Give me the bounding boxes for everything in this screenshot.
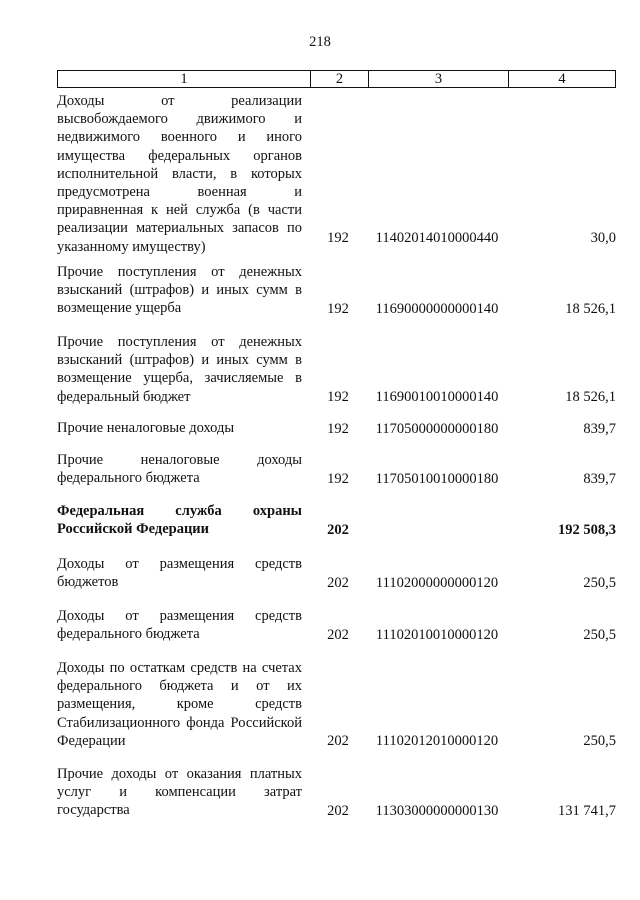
- table-row: [57, 555, 616, 592]
- row-amount: 18 526,1: [565, 388, 616, 405]
- row-admin-code: 202: [327, 732, 349, 749]
- row-name: Прочие доходы от оказания платных услуг и компенсации затрат государства: [57, 766, 302, 819]
- row-budget-code: 11102000000000120: [375, 574, 499, 591]
- row-amount: 30,0: [590, 229, 616, 246]
- row-admin-code: 192: [327, 229, 349, 246]
- row-amount: 839,7: [583, 470, 616, 487]
- row-name: Прочие неналоговые доходы: [57, 420, 235, 436]
- table-row-section: [57, 502, 616, 539]
- row-budget-code: 11102012010000120: [375, 732, 499, 749]
- row-name: Доходы от размещения средств федерального бюджета: [57, 608, 302, 643]
- row-amount: 250,5: [583, 626, 616, 643]
- table-row: [57, 333, 616, 406]
- row-admin-code: 192: [327, 388, 349, 405]
- row-amount: 250,5: [583, 732, 616, 749]
- row-budget-code: 11102010010000120: [375, 626, 499, 643]
- table-row: [57, 419, 616, 438]
- row-name: Доходы от реализации высвобождаемого движимого и недвижимого военного и иного имущества федеральных органов исполнительной власти, в которых предусмотрена военная и приравненная к ней служба (в части реализации материальных запасов по указанному имуществу): [57, 93, 302, 255]
- table-row: [57, 451, 616, 488]
- column-header-2: 2: [310, 71, 368, 87]
- table-row: [57, 659, 616, 750]
- row-name: Прочие неналоговые доходы федерального бюджета: [57, 452, 302, 487]
- row-name: Прочие поступления от денежных взысканий (штрафов) и иных сумм в возмещение ущерба: [57, 264, 302, 317]
- table-header: [57, 70, 616, 88]
- row-amount: 839,7: [583, 420, 616, 437]
- row-admin-code: 202: [327, 521, 349, 538]
- row-admin-code: 202: [327, 574, 349, 591]
- row-name: Прочие поступления от денежных взысканий (штрафов) и иных сумм в возмещение ущерба, зачисляемые в федеральный бюджет: [57, 334, 302, 405]
- column-header-4: 4: [508, 71, 615, 87]
- column-header-1: 1: [180, 71, 188, 87]
- table-row: [57, 92, 616, 255]
- section-name: Федеральная служба охраны Российской Федерации: [57, 503, 302, 538]
- column-header-3: 3: [368, 71, 508, 87]
- row-admin-code: 192: [327, 470, 349, 487]
- row-budget-code: 11690000000000140: [375, 300, 499, 317]
- row-budget-code: 11705000000000180: [375, 420, 499, 437]
- row-admin-code: 192: [327, 300, 349, 317]
- row-amount: 131 741,7: [558, 802, 616, 819]
- page-number: 218: [309, 34, 331, 50]
- row-admin-code: 202: [327, 802, 349, 819]
- row-amount: 18 526,1: [565, 300, 616, 317]
- row-amount: 250,5: [583, 574, 616, 591]
- row-budget-code: 11402014010000440: [375, 229, 499, 246]
- row-budget-code: 11705010010000180: [375, 470, 499, 487]
- row-name: Доходы по остаткам средств на счетах федерального бюджета и от их размещения, кроме средств Стабилизационного фонда Российской Федерации: [57, 660, 302, 749]
- row-budget-code: 11690010010000140: [375, 388, 499, 405]
- table-row: [57, 607, 616, 644]
- row-admin-code: 202: [327, 626, 349, 643]
- row-admin-code: 192: [327, 420, 349, 437]
- row-budget-code: 11303000000000130: [375, 802, 499, 819]
- row-name: Доходы от размещения средств бюджетов: [57, 556, 302, 591]
- table-row: [57, 263, 616, 318]
- table-row: [57, 765, 616, 820]
- row-amount: 192 508,3: [558, 521, 616, 538]
